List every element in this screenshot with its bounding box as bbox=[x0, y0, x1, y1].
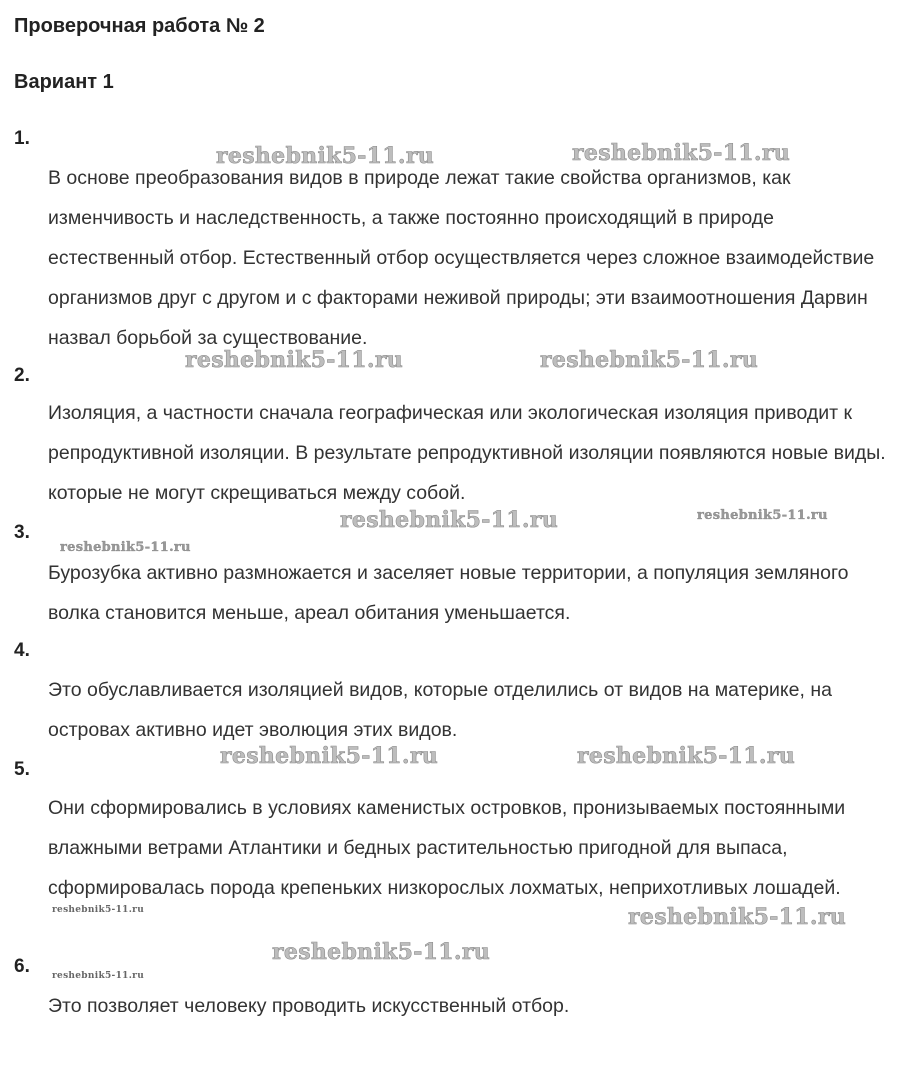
watermark: reshebnik5-11.ru bbox=[577, 743, 796, 769]
answer-text-2: Изоляция, а частности сначала географическая или экологическая изоляция приводит к репродуктивной изоляции. В результате репродуктивной изоляции появляются новые виды. которые не могут скрещиваться между собой. bbox=[48, 402, 886, 504]
watermark: reshebnik5-11.ru bbox=[52, 905, 145, 915]
watermark: reshebnik5-11.ru bbox=[272, 939, 491, 965]
answer-text-4: Это обуславливается изоляцией видов, которые отделились от видов на материке, на островах активно идет эволюция этих видов. bbox=[48, 679, 832, 741]
answer-number-1: 1. bbox=[14, 128, 30, 149]
answer-number-6: 6. bbox=[14, 956, 30, 977]
answer-number-2: 2. bbox=[14, 365, 30, 386]
watermark: reshebnik5-11.ru bbox=[572, 140, 791, 166]
answer-number-4: 4. bbox=[14, 640, 30, 661]
watermark: reshebnik5-11.ru bbox=[628, 904, 847, 930]
answer-text-3: Бурозубка активно размножается и заселяет новые территории, а популяция земляного волка становится меньше, ареал обитания уменьшается. bbox=[48, 562, 849, 624]
answer-number-5: 5. bbox=[14, 759, 30, 780]
page-title: Проверочная работа № 2 bbox=[14, 15, 265, 37]
watermark: reshebnik5-11.ru bbox=[697, 508, 828, 523]
answer-number-3: 3. bbox=[14, 522, 30, 543]
watermark: reshebnik5-11.ru bbox=[220, 743, 439, 769]
variant-heading: Вариант 1 bbox=[14, 71, 114, 93]
watermark: reshebnik5-11.ru bbox=[60, 540, 191, 555]
watermark: reshebnik5-11.ru bbox=[52, 971, 145, 981]
answer-text-5: Они сформировались в условиях каменистых островков, пронизываемых постоянными влажными ветрами Атлантики и бедных растительностью пригодной для выпаса, сформировалась порода крепеньких низкорослых лохматых, неприхотливых лошадей. bbox=[48, 797, 846, 899]
answer-text-1: В основе преобразования видов в природе лежат такие свойства организмов, как изменчивость и наследственность, а также постоянно происходящий в природе естественный отбор. Естественный отбор осуществляется через сложное взаимодействие организмов друг с другом и с факторами неживой природы; эти взаимоотношения Дарвин назвал борьбой за существование. bbox=[48, 167, 875, 349]
watermark: reshebnik5-11.ru bbox=[540, 347, 759, 373]
answer-text-6: Это позволяет человеку проводить искусственный отбор. bbox=[48, 995, 570, 1017]
watermark: reshebnik5-11.ru bbox=[185, 347, 404, 373]
watermark: reshebnik5-11.ru bbox=[340, 507, 559, 533]
watermark: reshebnik5-11.ru bbox=[216, 143, 435, 169]
